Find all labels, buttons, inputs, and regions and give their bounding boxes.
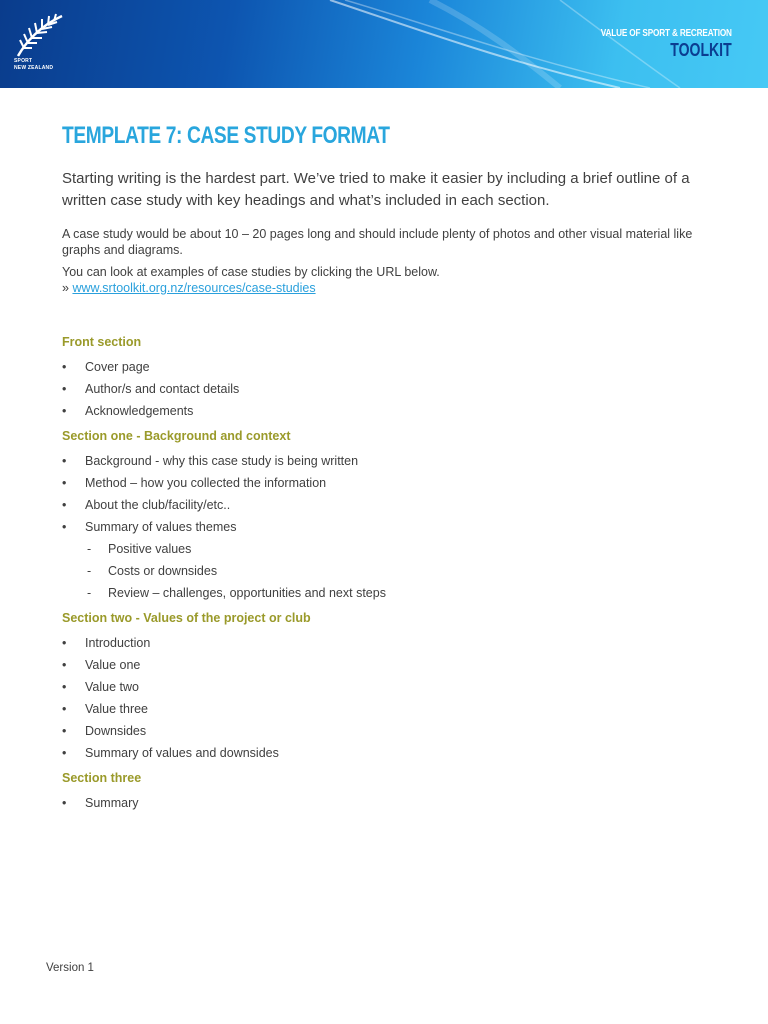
list-item: [62, 356, 712, 378]
list-item-text: Cover page: [85, 360, 150, 374]
toolkit-title: TOOLKIT: [670, 40, 732, 60]
list-item: [62, 472, 712, 494]
bullet-marker: •: [62, 454, 67, 468]
section-heading: Section one - Background and context: [62, 429, 291, 443]
list-item-text: Summary of values and downsides: [85, 746, 279, 760]
bullet-marker: •: [62, 746, 67, 760]
list-item: [62, 450, 712, 472]
list-item: [62, 654, 712, 676]
toolkit-subtitle: VALUE OF SPORT & RECREATION: [600, 28, 732, 39]
bullet-marker: •: [62, 404, 67, 418]
list-item: [62, 742, 712, 764]
list-item-text: Review – challenges, opportunities and next steps: [108, 586, 386, 600]
examples-text: You can look at examples of case studies by clicking the URL below.: [62, 265, 440, 279]
list-item: [62, 378, 712, 400]
bullet-marker: •: [62, 702, 67, 716]
list-item: [62, 494, 712, 516]
list-item: [62, 676, 712, 698]
version-label: Version 1: [46, 962, 94, 974]
list-item-text: Background - why this case study is being written: [85, 454, 359, 468]
bullet-marker: •: [62, 382, 67, 396]
sport-nz-logo: [12, 12, 64, 76]
sub-list-item: [62, 538, 712, 560]
bullet-marker: •: [62, 724, 67, 738]
list-item-text: Summary of values themes: [85, 520, 237, 534]
bullet-marker: •: [62, 476, 67, 490]
section-heading: Section two - Values of the project or club: [62, 611, 311, 625]
page-title: TEMPLATE 7: CASE STUDY FORMAT: [62, 122, 390, 149]
list-item-text: Summary: [85, 796, 139, 810]
outline-section: [62, 610, 712, 764]
list-item-text: Method – how you collected the information: [85, 476, 327, 490]
list-item: [62, 516, 712, 538]
list-item-text: Value two: [85, 680, 139, 694]
bullet-marker: •: [62, 520, 67, 534]
list-item-text: Value three: [85, 702, 149, 716]
list-item: [62, 632, 712, 654]
list-item-text: About the club/facility/etc..: [85, 498, 231, 512]
header-banner: [0, 0, 768, 88]
section-heading: Front section: [62, 335, 142, 349]
list-item-text: Introduction: [85, 636, 151, 650]
list-item-text: Value one: [85, 658, 141, 672]
sub-list-item: [62, 560, 712, 582]
banner-wave-decoration: [0, 0, 768, 88]
logo-text-line-2: NEW ZEALAND: [14, 65, 54, 71]
bullet-marker: •: [62, 796, 67, 810]
bullet-marker: •: [62, 636, 67, 650]
section-item-list: [62, 792, 712, 814]
examples-paragraph: [62, 264, 712, 296]
fern-icon: [12, 12, 64, 58]
case-studies-link[interactable]: www.srtoolkit.org.nz/resources/case-studies: [72, 281, 316, 295]
outline-section: [62, 334, 712, 422]
section-item-list: [62, 632, 712, 764]
outline-section: [62, 770, 712, 814]
dash-marker: -: [87, 542, 92, 556]
bullet-marker: •: [62, 498, 67, 512]
length-paragraph: A case study would be about 10 – 20 pages long and should include plenty of photos and other visual material like graphs and diagrams.: [62, 227, 693, 257]
bullet-marker: •: [62, 680, 67, 694]
list-item-text: Author/s and contact details: [85, 382, 240, 396]
link-prefix: »: [62, 281, 73, 295]
dash-marker: -: [87, 586, 92, 600]
list-item: [62, 792, 712, 814]
list-item-text: Positive values: [108, 542, 192, 556]
outline-section: [62, 428, 712, 604]
main-content: [62, 120, 712, 814]
intro-paragraph: Starting writing is the hardest part. We’ve tried to make it easier by including a brief outline of a written case study with key headings and what’s included in each section.: [62, 170, 690, 209]
outline-sections: [62, 334, 712, 814]
section-item-list: [62, 450, 712, 604]
list-item: [62, 698, 712, 720]
dash-marker: -: [87, 564, 92, 578]
sub-list-item: [62, 582, 712, 604]
section-heading: Section three: [62, 771, 142, 785]
list-item: [62, 400, 712, 422]
bullet-marker: •: [62, 360, 67, 374]
list-item-text: Acknowledgements: [85, 404, 194, 418]
logo-text-line-1: SPORT: [14, 58, 33, 64]
list-item-text: Costs or downsides: [108, 564, 218, 578]
list-item-text: Downsides: [85, 724, 147, 738]
section-item-list: [62, 356, 712, 422]
list-item: [62, 720, 712, 742]
bullet-marker: •: [62, 658, 67, 672]
